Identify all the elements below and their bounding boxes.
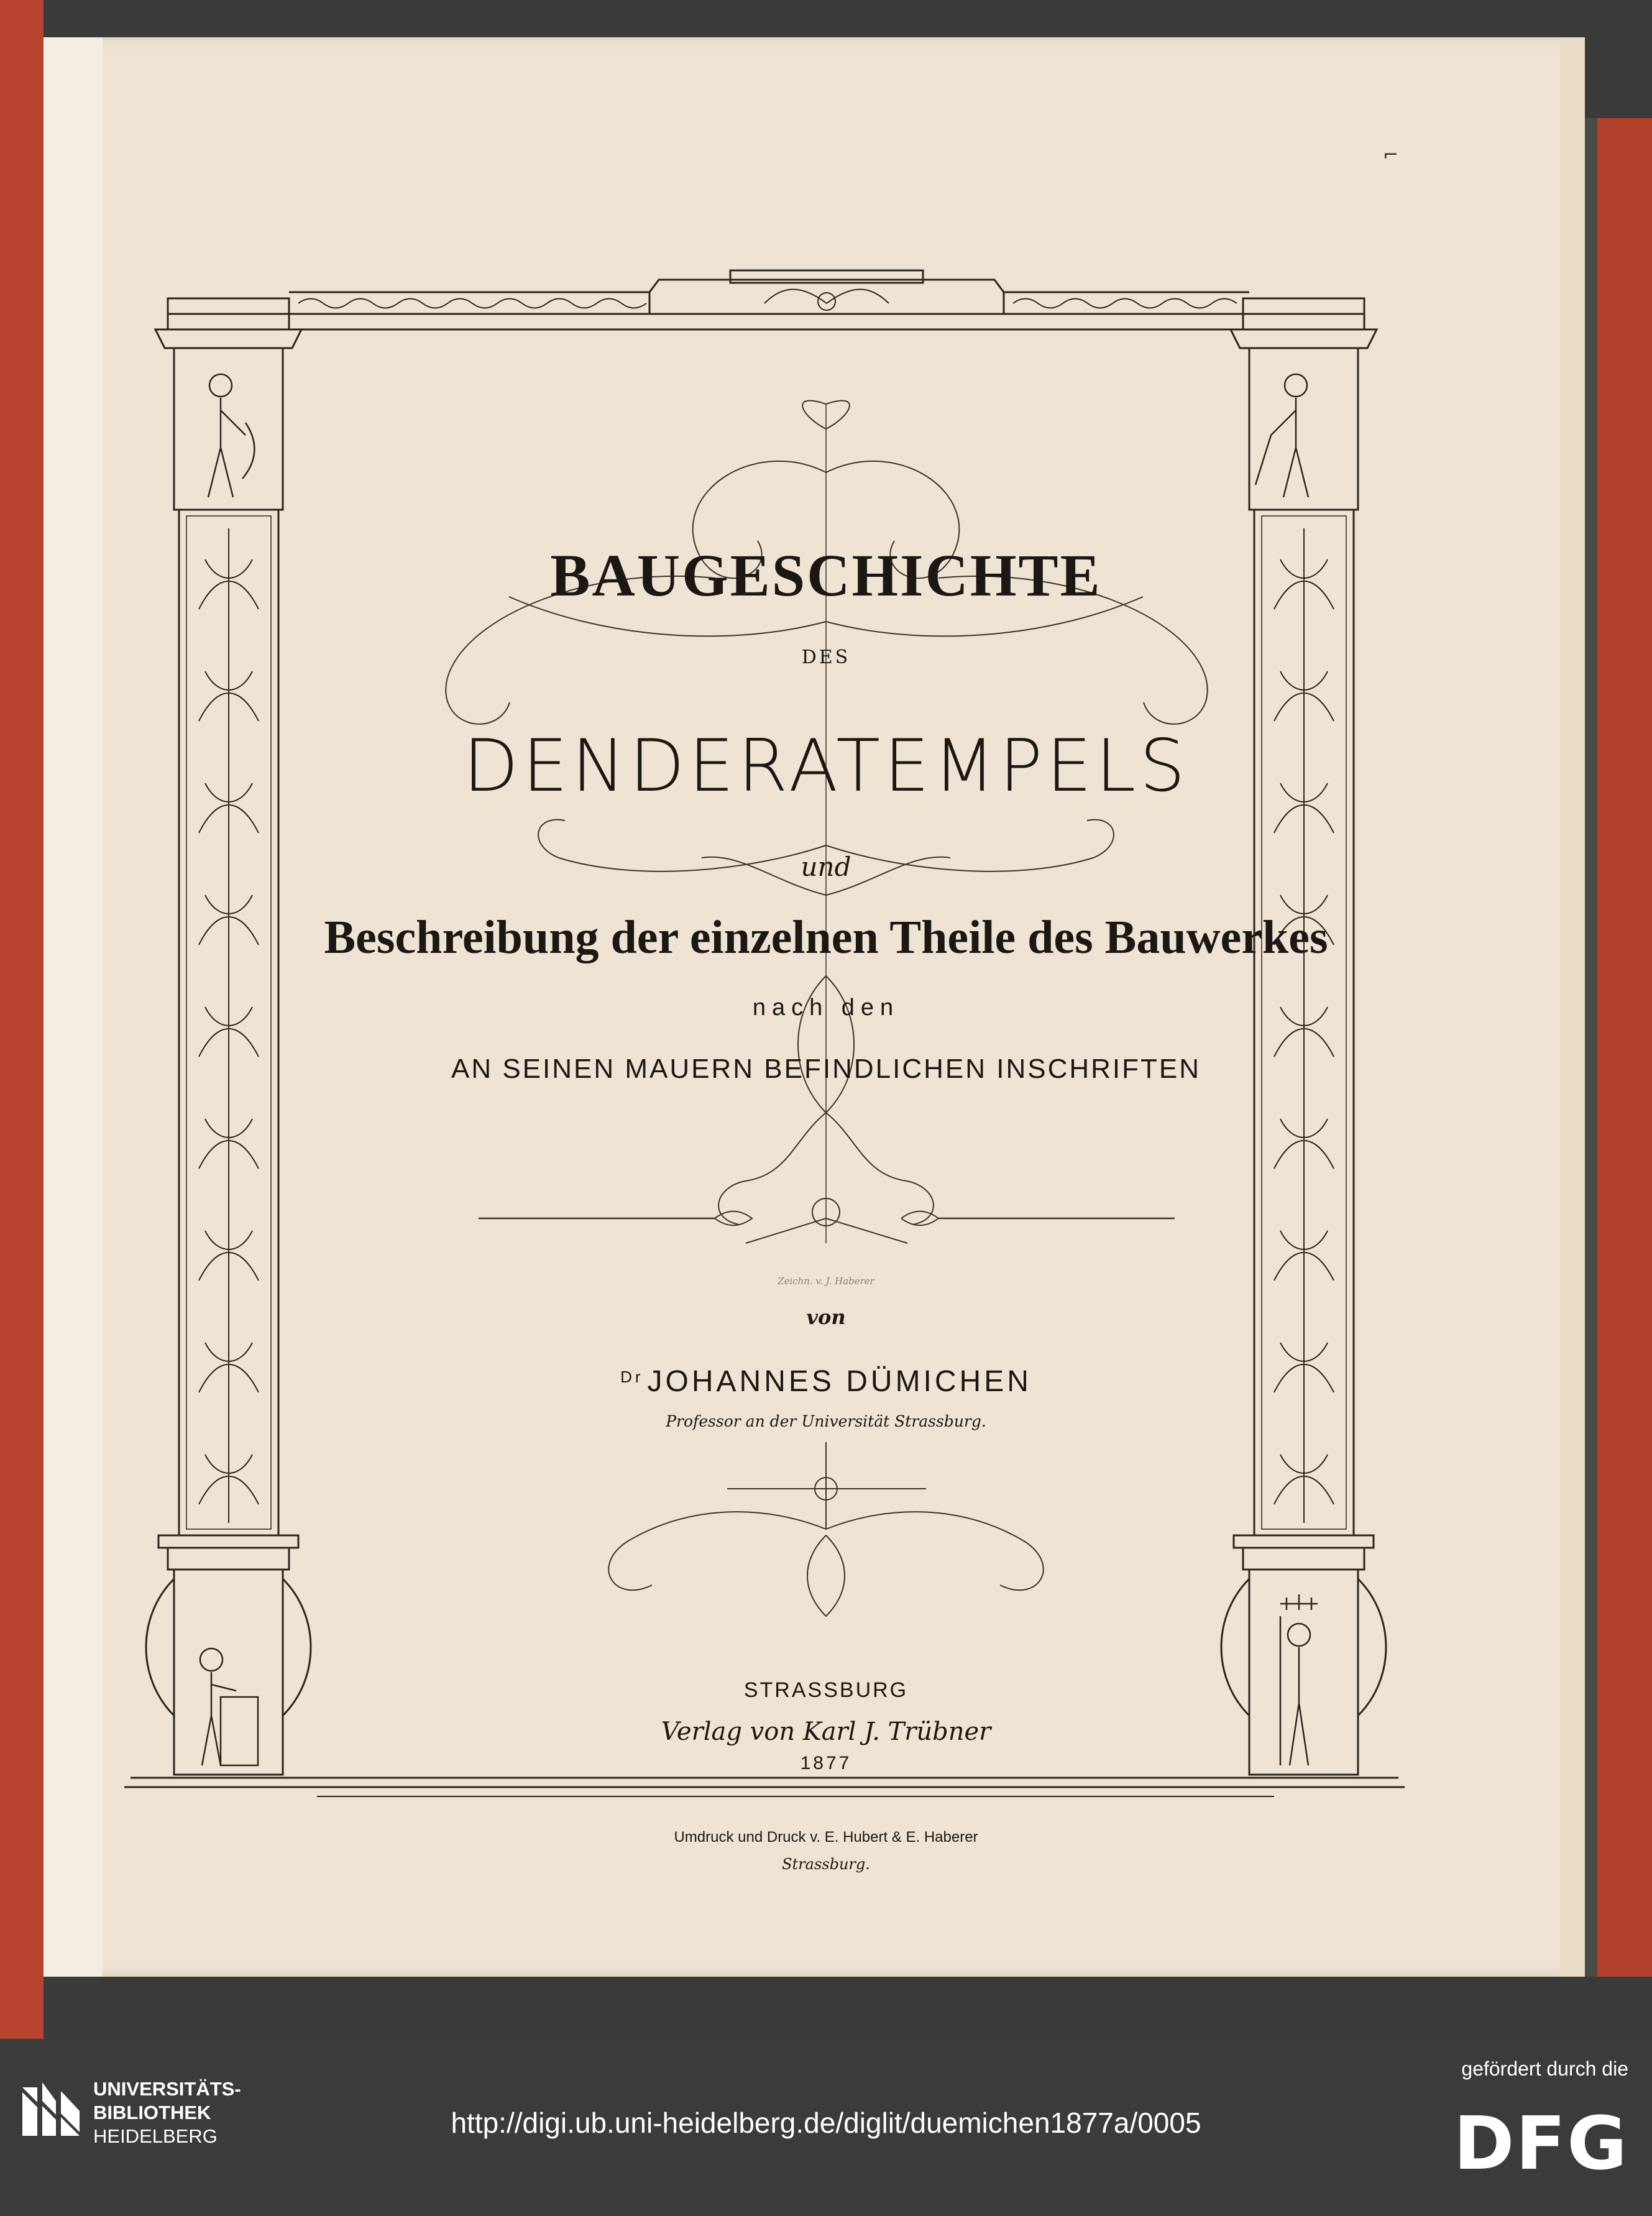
publication-year: 1877	[800, 1753, 852, 1773]
library-name-line-1: UNIVERSITÄTS-	[93, 2078, 241, 2100]
title-line-4: und	[801, 852, 851, 882]
funding-label: gefördert durch die	[1461, 2057, 1628, 2080]
title-line-3: DENDERATEMPELS	[463, 724, 1189, 808]
viewer-footer	[0, 2039, 1652, 2216]
publication-city: STRASSBURG	[743, 1678, 909, 1702]
title-line-5: Beschreibung der einzelnen Theile des Bauwerkes	[324, 911, 1328, 963]
author-affiliation: Professor an der Universität Strassburg.	[666, 1412, 986, 1430]
title-line-7: AN SEINEN MAUERN BEFINDLICHEN INSCHRIFTEN	[451, 1054, 1201, 1084]
author-name: JOHANNES DÜMICHEN	[647, 1365, 1032, 1398]
title-line-2: DES	[801, 646, 851, 668]
dfg-logo[interactable]: DFG	[1453, 2100, 1628, 2186]
author-prefix: Dr	[620, 1368, 644, 1386]
library-name-line-3: HEIDELBERG	[93, 2125, 218, 2147]
printer-city: Strassburg.	[782, 1855, 870, 1873]
publisher: Verlag von Karl J. Trübner	[661, 1717, 991, 1746]
by-label: von	[806, 1305, 846, 1329]
title-line-1: BAUGESCHICHTE	[550, 542, 1102, 609]
library-name-line-2: BIBLIOTHEK	[93, 2102, 211, 2123]
author-line	[0, 1364, 1652, 1399]
tick-mark-icon: ⌐	[1383, 144, 1399, 166]
printer-credit: Umdruck und Druck v. E. Hubert & E. Haberer	[674, 1829, 978, 1846]
engraver-signature: Zeichn. v. J. Haberer	[778, 1276, 874, 1287]
permalink-url[interactable]: http://digi.ub.uni-heidelberg.de/diglit/duemichen1877a/0005	[451, 2107, 1201, 2139]
title-line-6: nach den	[752, 995, 900, 1021]
